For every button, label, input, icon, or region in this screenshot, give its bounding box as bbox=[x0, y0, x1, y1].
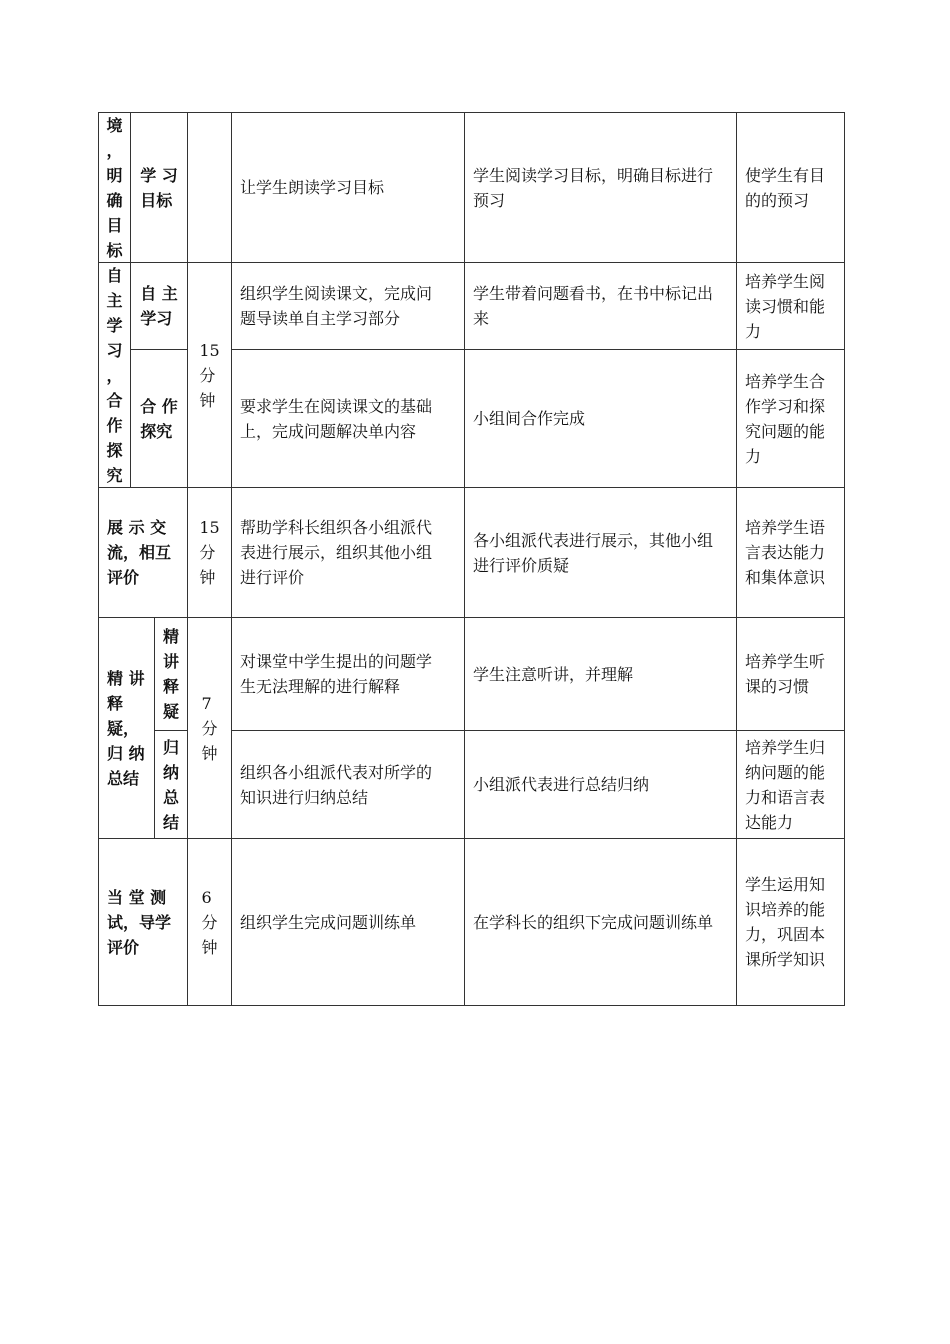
substage-cell: 归 纳 总 结 bbox=[154, 730, 188, 839]
stage-cell: 精 讲 释 疑， 归 纳 总结 bbox=[98, 617, 155, 839]
time-cell: 15 分 钟 bbox=[187, 262, 232, 488]
student-activity-cell: 学生注意听讲，并理解 bbox=[464, 617, 737, 731]
design-intent-cell: 培养学生合 作学习和探 究问题的能 力 bbox=[736, 349, 845, 488]
time-cell: 15 分 钟 bbox=[187, 487, 232, 618]
design-intent-cell: 培养学生归 纳问题的能 力和语言表 达能力 bbox=[736, 730, 845, 839]
design-intent-cell: 培养学生听 课的习惯 bbox=[736, 617, 845, 731]
time-cell bbox=[187, 112, 232, 263]
student-activity-cell: 小组派代表进行总结归纳 bbox=[464, 730, 737, 839]
stage-cell: 自 主 学 习 ， 合 作 探 究 bbox=[98, 262, 131, 488]
teacher-activity-cell: 对课堂中学生提出的问题学 生无法理解的进行解释 bbox=[231, 617, 465, 731]
teacher-activity-cell: 要求学生在阅读课文的基础 上，完成问题解决单内容 bbox=[231, 349, 465, 488]
substage-cell: 学 习 目标 bbox=[130, 112, 188, 263]
stage-cell: 展 示 交 流，相互 评价 bbox=[98, 487, 188, 618]
student-activity-cell: 各小组派代表进行展示，其他小组 进行评价质疑 bbox=[464, 487, 737, 618]
stage-cell: 境 ， 明 确 目 标 bbox=[98, 112, 131, 263]
design-intent-cell: 培养学生阅 读习惯和能 力 bbox=[736, 262, 845, 350]
student-activity-cell: 学生阅读学习目标，明确目标进行 预习 bbox=[464, 112, 737, 263]
teacher-activity-cell: 组织各小组派代表对所学的 知识进行归纳总结 bbox=[231, 730, 465, 839]
student-activity-cell: 学生带着问题看书，在书中标记出 来 bbox=[464, 262, 737, 350]
teacher-activity-cell: 让学生朗读学习目标 bbox=[231, 112, 465, 263]
design-intent-cell: 使学生有目 的的预习 bbox=[736, 112, 845, 263]
design-intent-cell: 学生运用知 识培养的能 力，巩固本 课所学知识 bbox=[736, 838, 845, 1006]
student-activity-cell: 小组间合作完成 bbox=[464, 349, 737, 488]
student-activity-cell: 在学科长的组织下完成问题训练单 bbox=[464, 838, 737, 1006]
teacher-activity-cell: 组织学生阅读课文，完成问 题导读单自主学习部分 bbox=[231, 262, 465, 350]
substage-cell: 自 主 学习 bbox=[130, 262, 188, 350]
design-intent-cell: 培养学生语 言表达能力 和集体意识 bbox=[736, 487, 845, 618]
teacher-activity-cell: 组织学生完成问题训练单 bbox=[231, 838, 465, 1006]
time-cell: 7 分 钟 bbox=[187, 617, 232, 839]
substage-cell: 合 作 探究 bbox=[130, 349, 188, 488]
substage-cell: 精 讲 释 疑 bbox=[154, 617, 188, 731]
time-cell: 6 分 钟 bbox=[187, 838, 232, 1006]
stage-cell: 当 堂 测 试，导学 评价 bbox=[98, 838, 188, 1006]
teacher-activity-cell: 帮助学科长组织各小组派代 表进行展示，组织其他小组 进行评价 bbox=[231, 487, 465, 618]
